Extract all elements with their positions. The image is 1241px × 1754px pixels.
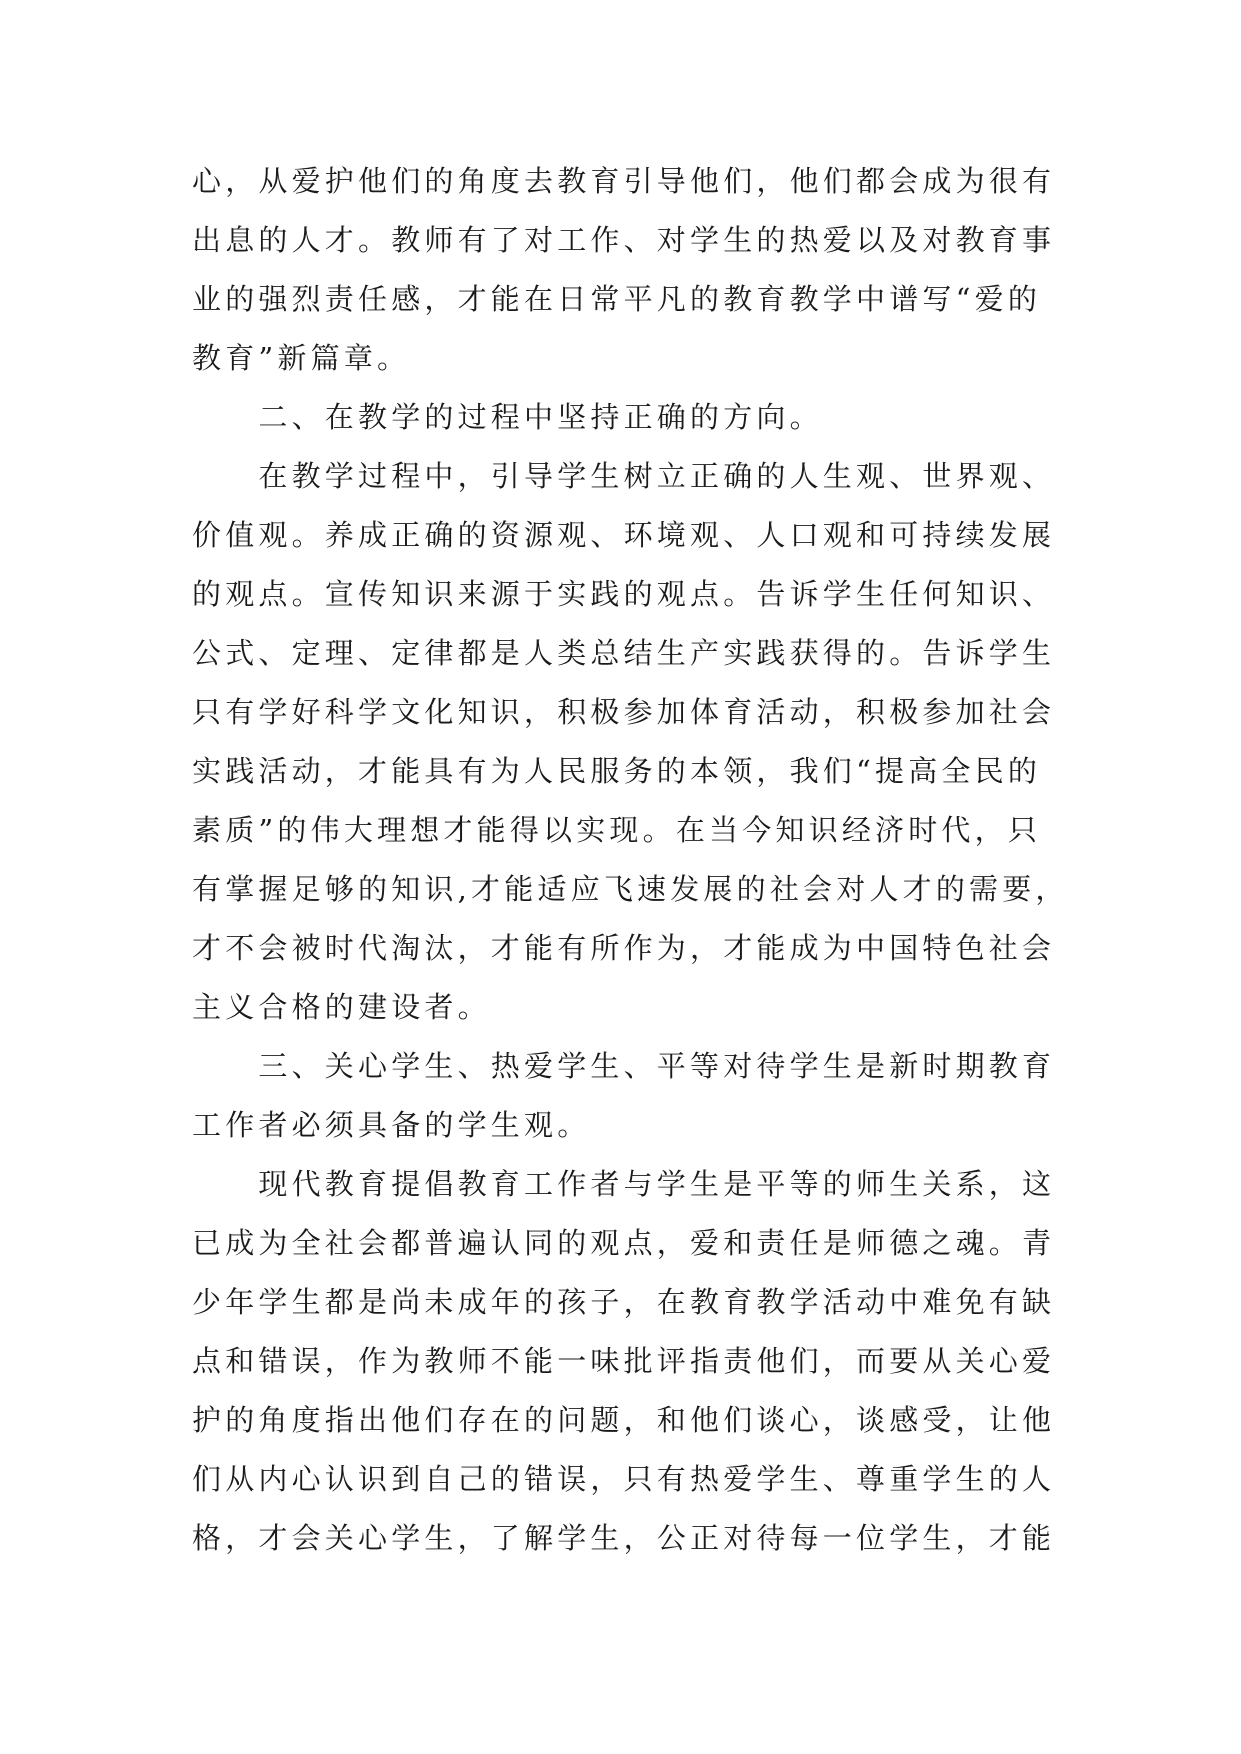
text-line: 价值观。养成正确的资源观、环境观、人口观和可持续发展 xyxy=(192,518,1056,552)
text-line: 业的强烈责任感，才能在日常平凡的教育教学中谱写“爱的 xyxy=(192,282,1042,316)
section-heading: 二、在教学的过程中坚持正确的方向。 xyxy=(192,400,823,434)
text-line: 在教学过程中，引导学生树立正确的人生观、世界观、 xyxy=(192,459,1056,493)
text-line: 少年学生都是尚未成年的孩子，在教育教学活动中难免有缺 xyxy=(192,1285,1056,1319)
text-line: 格，才会关心学生，了解学生，公正对待每一位学生，才能 xyxy=(192,1521,1056,1555)
text-line: 有掌握足够的知识,才能适应飞速发展的社会对人才的需要， xyxy=(192,872,1069,906)
text-line: 才不会被时代淘汰，才能有所作为，才能成为中国特色社会 xyxy=(192,931,1056,965)
text-line: 的观点。宣传知识来源于实践的观点。告诉学生任何知识、 xyxy=(192,577,1056,611)
text-line: 们从内心认识到自己的错误，只有热爱学生、尊重学生的人 xyxy=(192,1462,1056,1496)
text-line: 公式、定理、定律都是人类总结生产实践获得的。告诉学生 xyxy=(192,636,1056,670)
text-line: 心，从爱护他们的角度去教育引导他们，他们都会成为很有 xyxy=(192,164,1056,198)
text-line: 点和错误，作为教师不能一味批评指责他们，而要从关心爱 xyxy=(192,1344,1056,1378)
text-line: 已成为全社会都普遍认同的观点，爱和责任是师德之魂。青 xyxy=(192,1226,1056,1260)
text-line: 素质”的伟大理想才能得以实现。在当今知识经济时代，只 xyxy=(192,813,1042,847)
text-line: 实践活动，才能具有为人民服务的本领，我们“提高全民的 xyxy=(192,754,1042,788)
section-heading: 工作者必须具备的学生观。 xyxy=(192,1108,591,1142)
text-line: 教育”新篇章。 xyxy=(192,341,411,375)
text-line: 只有学好科学文化知识，积极参加体育活动，积极参加社会 xyxy=(192,695,1056,729)
text-line: 出息的人才。教师有了对工作、对学生的热爱以及对教育事 xyxy=(192,223,1056,257)
body-text xyxy=(192,152,1069,1568)
text-line: 现代教育提倡教育工作者与学生是平等的师生关系，这 xyxy=(192,1167,1056,1201)
text-line: 护的角度指出他们存在的问题，和他们谈心，谈感受，让他 xyxy=(192,1403,1056,1437)
text-line: 主义合格的建设者。 xyxy=(192,990,491,1024)
section-heading: 三、关心学生、热爱学生、平等对待学生是新时期教育 xyxy=(192,1049,1056,1083)
